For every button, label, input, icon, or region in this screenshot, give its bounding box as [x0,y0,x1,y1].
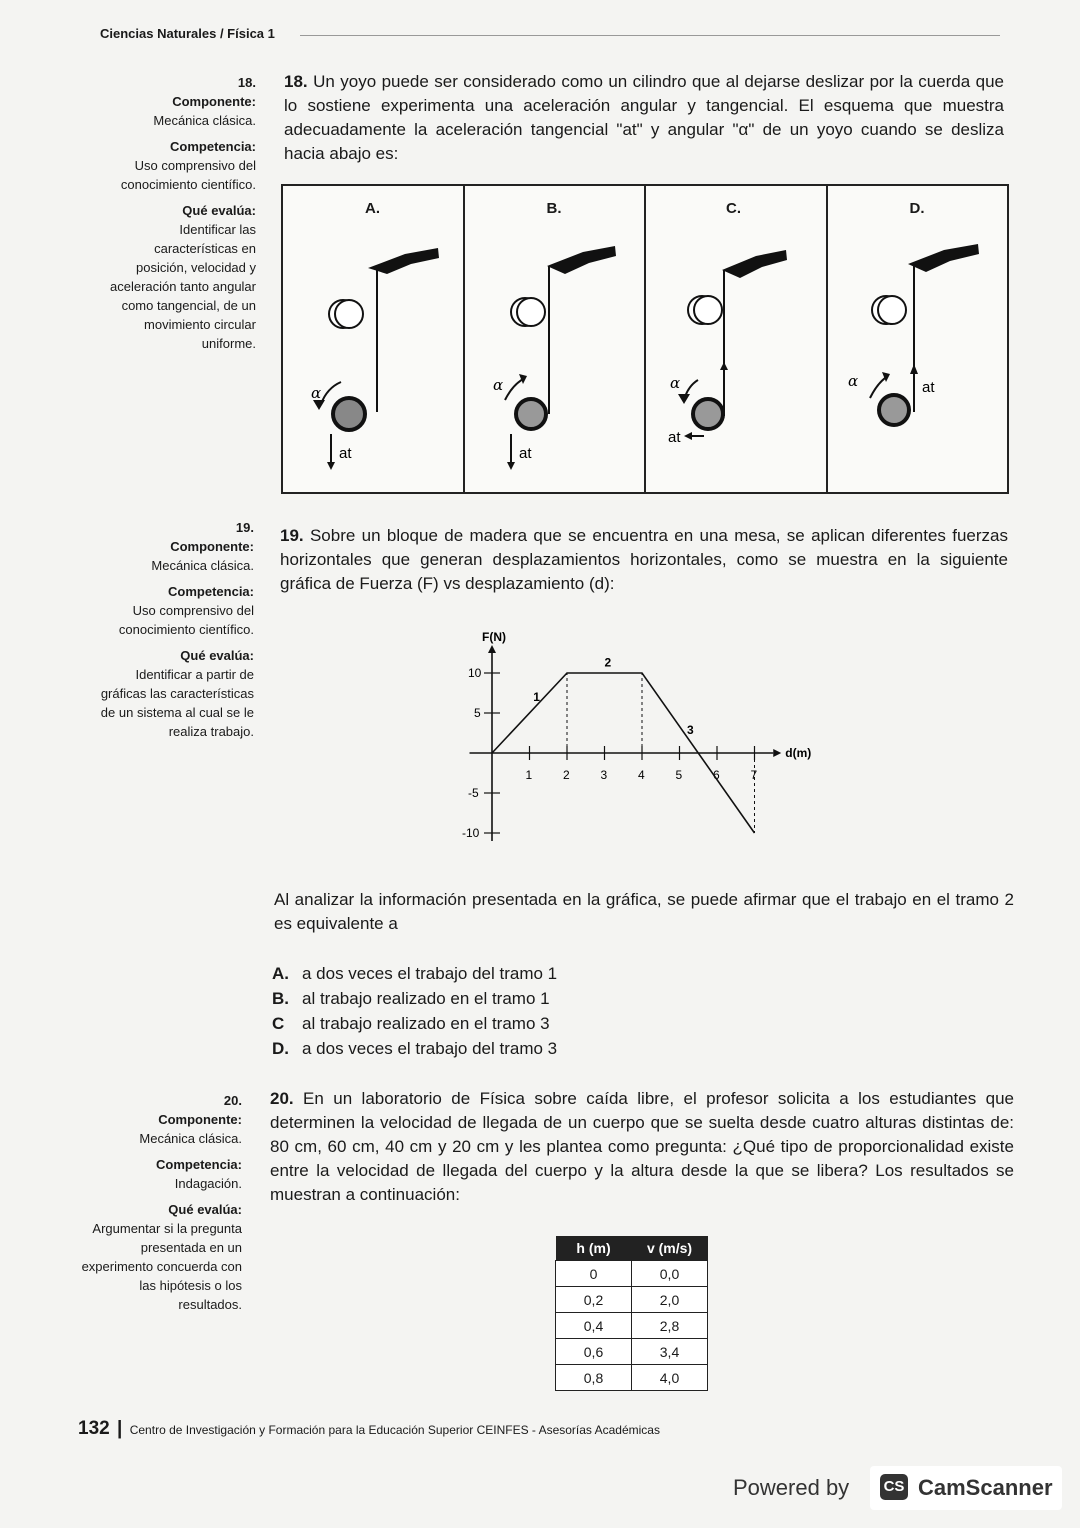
q19-statement: Sobre un bloque de madera que se encuentra en una mesa, se aplican diferentes fuerzas horizontales que generan desplazamientos horizontales, como se muestra en la siguiente gráfica de Fuerza (F) vs desplazamiento (d): [280,526,1008,593]
option-letter: B. [272,989,289,1008]
y-tick-label: -5 [468,786,479,800]
table-cell: 2,0 [632,1287,708,1313]
q18-panel-d-letter: D. [909,200,925,217]
table-cell: 3,4 [632,1339,708,1365]
at-label: at [668,429,681,446]
table-cell: 0,2 [556,1287,632,1313]
table-cell: 2,8 [632,1313,708,1339]
option-text: a dos veces el trabajo del tramo 3 [302,1039,558,1058]
q19-sidebar [90,518,254,741]
y-tick-label: -10 [462,826,480,840]
q19-evalua: Identificar a partir de gráficas las características de un sistema al cual se le realiza trabajo. [100,667,254,739]
camscanner-logo-icon: CS [880,1474,908,1500]
q19-componente-label: Componente: [170,539,254,554]
q20-sidebar-num: 20. [223,1093,242,1108]
q20-competencia: Indagación. [174,1176,242,1191]
q20-competencia-label: Competencia: [156,1157,242,1172]
table-cell: 4,0 [632,1365,708,1391]
yoyo-diagram-d [828,186,1001,492]
at-label: at [518,445,532,462]
x-tick-label: 3 [600,768,608,782]
x-axis-label: d(m) [785,746,812,760]
at-label: at [921,379,935,396]
x-tick-label: 5 [675,768,683,782]
table-row [556,1339,708,1365]
q20-sidebar [80,1091,242,1314]
q18-text-block [284,70,1004,166]
q18-panel-b-letter: B. [546,200,562,217]
watermark-powered: Powered by [733,1475,850,1500]
table-header-v: v (m/s) [632,1236,708,1261]
option-letter: C [272,1014,285,1033]
table-header-h: h (m) [556,1236,632,1261]
q18-panel-d[interactable] [828,186,1008,492]
table-row [556,1261,708,1287]
q20-data-table [555,1236,708,1391]
alpha-label: α [847,372,858,390]
q18-competencia-label: Competencia: [170,139,256,154]
option-letter: D. [272,1039,289,1058]
table-cell: 0,6 [556,1339,632,1365]
at-label: at [339,445,352,462]
q19-option-b[interactable] [272,986,557,1011]
q18-options-figure [281,184,1009,494]
q19-competencia: Uso comprensivo del conocimiento científico. [118,603,254,637]
q18-panel-b[interactable] [465,186,647,492]
q18-evalua: Identificar las características en posición, velocidad y aceleración tanto angular como tangencial, de un movimiento circular uniforme. [110,222,256,351]
q20-number: 20. [270,1089,294,1108]
force-displacement-chart [440,615,820,855]
option-letter: A. [272,964,289,983]
q19-competencia-label: Competencia: [168,584,254,599]
option-text: a dos veces el trabajo del tramo 1 [302,964,558,983]
table-row [556,1287,708,1313]
table-cell: 0 [556,1261,632,1287]
camscanner-badge [870,1466,1062,1510]
table-row [556,1313,708,1339]
footer-text: Centro de Investigación y Formación para la Educación Superior CEINFES - Asesorías Académicas [129,1423,660,1437]
q19-text-block [280,524,1008,596]
x-tick-label: 7 [750,768,758,782]
x-tick-label: 6 [713,768,720,782]
q18-sidebar-num: 18. [237,75,256,90]
table-cell: 0,8 [556,1365,632,1391]
alpha-label: α [492,376,503,394]
x-tick-label: 1 [525,768,533,782]
q18-panel-a-letter: A. [365,200,380,217]
q19-question: Al analizar la información presentada en la gráfica, se puede afirmar que el trabajo en el tramo 2 es equivalente a [274,890,1014,933]
q18-competencia: Uso comprensivo del conocimiento científico. [120,158,256,192]
q20-statement: En un laboratorio de Física sobre caída libre, el profesor solicita a los estudiantes que determinen la velocidad de llegada de un cuerpo que se suelta desde cuatro alturas distintas de: 80 cm, 60 cm, 40 cm y 20 cm y les plantea como pregunta: ¿Qué tipo de proporcionalidad existe entre la velocidad de llegada del cuerpo y la altura desde la que se libera? Los resultados se muestran a continuación: [270,1089,1014,1204]
option-text: al trabajo realizado en el tramo 3 [302,1014,550,1033]
q19-options [272,961,557,1061]
q18-panel-a[interactable] [283,186,465,492]
q18-number: 18. [284,72,308,91]
page-header-title: Ciencias Naturales / Física 1 [100,26,275,41]
page-footer: 132 | Centro de Investigación y Formación para la Educación Superior CEINFES - Asesorías Académicas [78,1418,660,1439]
q19-componente: Mecánica clásica. [151,558,254,573]
y-axis-arrow [488,645,496,653]
yoyo-diagram-b [465,186,638,492]
alpha-label: α [311,384,322,402]
q18-panel-c-letter: C. [726,200,741,217]
q19-sidebar-num: 19. [235,520,254,535]
y-tick-label: 10 [468,666,482,680]
q20-componente: Mecánica clásica. [139,1131,242,1146]
x-axis-arrow [773,749,781,757]
y-axis-label: F(N) [482,630,506,644]
table-cell: 0,0 [632,1261,708,1287]
q19-number: 19. [280,526,304,545]
x-tick-label: 4 [638,768,645,782]
segment-label: 2 [604,655,612,670]
camscanner-brand: CamScanner [918,1475,1053,1500]
table-row [556,1365,708,1391]
q18-panel-c[interactable] [646,186,828,492]
table-cell: 0,4 [556,1313,632,1339]
header-divider [300,35,1000,36]
x-tick-label: 2 [563,768,570,782]
q18-componente: Mecánica clásica. [153,113,256,128]
y-tick-label: 5 [474,706,481,720]
q20-evalua-label: Qué evalúa: [168,1202,242,1217]
alpha-label: α [670,374,681,392]
page-number: 132 [78,1418,110,1439]
yoyo-diagram-c [646,186,819,492]
q18-componente-label: Componente: [172,94,256,109]
q20-componente-label: Componente: [158,1112,242,1127]
yoyo-diagram-a [283,186,459,492]
q18-sidebar [100,73,256,353]
q20-evalua: Argumentar si la pregunta presentada en un experimento concuerda con las hipótesis o los resultados. [81,1221,242,1312]
q18-statement: Un yoyo puede ser considerado como un cilindro que al dejarse deslizar por la cuerda que lo sostiene experimenta una aceleración angular y tangencial. El esquema que muestra adecuadamente la aceleración tangencial "at" y angular "α" de un yoyo cuando se desliza hacia abajo es: [284,72,1004,163]
q19-option-a[interactable] [272,961,557,986]
table-header-row [556,1236,708,1261]
segment-label: 1 [533,690,540,704]
q18-evalua-label: Qué evalúa: [182,203,256,218]
segment-label: 3 [687,722,694,737]
q20-text-block [270,1087,1014,1207]
option-text: al trabajo realizado en el tramo 1 [302,989,550,1008]
q19-evalua-label: Qué evalúa: [180,648,254,663]
q19-option-d[interactable] [272,1036,557,1061]
q19-option-c[interactable] [272,1011,557,1036]
